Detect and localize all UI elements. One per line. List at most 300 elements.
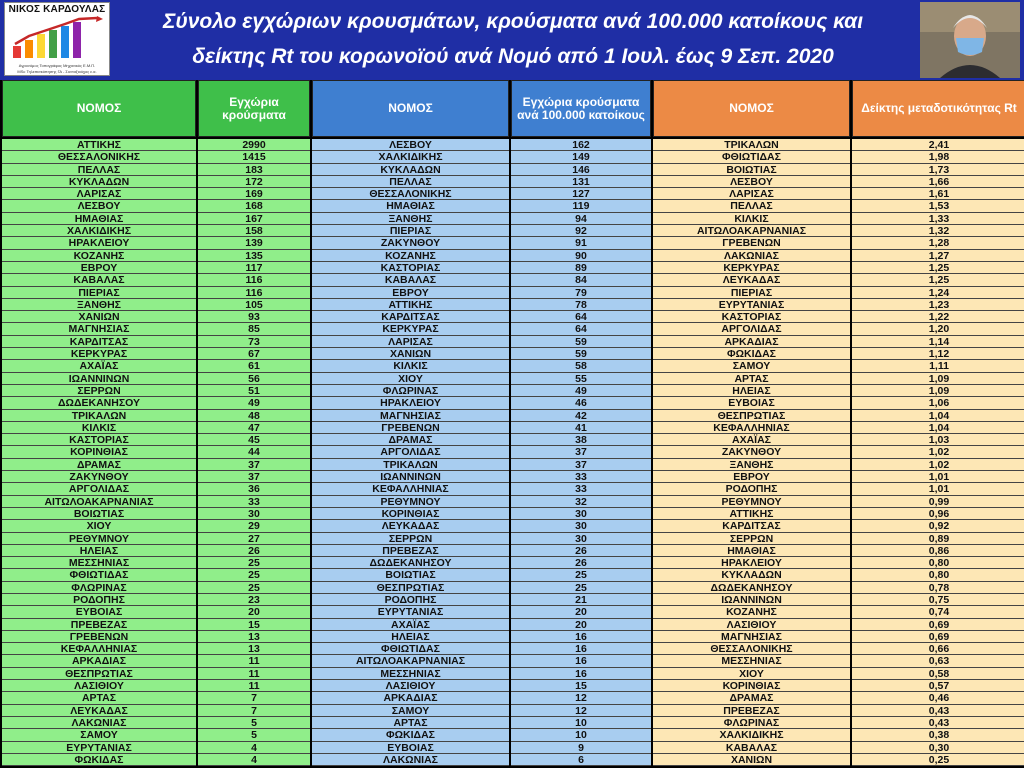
prefecture-cell: ΘΕΣΣΑΛΟΝΙΚΗΣ xyxy=(2,151,196,163)
value-cell: 0,43 xyxy=(852,705,1024,717)
prefecture-cell: ΑΧΑΪΑΣ xyxy=(2,360,196,372)
value-cell: 37 xyxy=(511,459,651,471)
value-cell: 85 xyxy=(198,323,310,335)
prefecture-cell: ΚΑΒΑΛΑΣ xyxy=(2,274,196,286)
column-header: Εγχώρια κρούσματα xyxy=(198,80,310,137)
value-cell: 1,03 xyxy=(852,434,1024,446)
value-cell: 158 xyxy=(198,225,310,237)
prefecture-cell: ΛΑΚΩΝΙΑΣ xyxy=(2,717,196,729)
prefecture-cell: ΧΑΝΙΩΝ xyxy=(653,754,850,766)
prefecture-cell: ΤΡΙΚΑΛΩΝ xyxy=(2,410,196,422)
prefecture-cell: ΛΑΚΩΝΙΑΣ xyxy=(653,250,850,262)
prefecture-cell: ΚΙΛΚΙΣ xyxy=(312,360,509,372)
prefecture-cell: ΔΡΑΜΑΣ xyxy=(312,434,509,446)
prefecture-cell: ΙΩΑΝΝΙΝΩΝ xyxy=(312,471,509,483)
value-cell: 51 xyxy=(198,385,310,397)
prefecture-cell: ΣΑΜΟΥ xyxy=(653,360,850,372)
prefecture-cell: ΘΕΣΣΑΛΟΝΙΚΗΣ xyxy=(653,643,850,655)
author-photo xyxy=(920,2,1020,78)
prefecture-cell: ΗΛΕΙΑΣ xyxy=(312,631,509,643)
prefecture-cell: ΛΑΡΙΣΑΣ xyxy=(312,336,509,348)
rising-bars-logo-icon xyxy=(9,16,105,60)
prefecture-cell: ΣΕΡΡΩΝ xyxy=(312,533,509,545)
value-cell: 11 xyxy=(198,655,310,667)
prefecture-cell: ΛΑΡΙΣΑΣ xyxy=(653,188,850,200)
value-cell: 20 xyxy=(198,606,310,618)
prefecture-cell: ΔΩΔΕΚΑΝΗΣΟΥ xyxy=(2,397,196,409)
prefecture-cell: ΧΑΝΙΩΝ xyxy=(2,311,196,323)
value-cell: 23 xyxy=(198,594,310,606)
value-cell: 1,22 xyxy=(852,311,1024,323)
value-cell: 1,25 xyxy=(852,274,1024,286)
value-cell: 78 xyxy=(511,299,651,311)
value-cell: 183 xyxy=(198,164,310,176)
prefecture-cell: ΗΜΑΘΙΑΣ xyxy=(2,213,196,225)
value-cell: 61 xyxy=(198,360,310,372)
value-cell: 169 xyxy=(198,188,310,200)
value-cell: 116 xyxy=(198,274,310,286)
value-cell: 1,53 xyxy=(852,200,1024,212)
value-cell: 7 xyxy=(198,692,310,704)
value-cell: 146 xyxy=(511,164,651,176)
value-cell: 1,20 xyxy=(852,323,1024,335)
prefecture-cell: ΚΑΡΔΙΤΣΑΣ xyxy=(312,311,509,323)
prefecture-cell: ΦΛΩΡΙΝΑΣ xyxy=(2,582,196,594)
logo-subtitle-1: Αγρονόμος Τοπογράφος Μηχανικός Ε.Μ.Π. xyxy=(18,63,96,68)
prefecture-cell: ΧΑΛΚΙΔΙΚΗΣ xyxy=(312,151,509,163)
prefecture-cell: ΑΡΤΑΣ xyxy=(2,692,196,704)
value-cell: 0,92 xyxy=(852,520,1024,532)
value-cell: 12 xyxy=(511,705,651,717)
prefecture-cell: ΛΑΡΙΣΑΣ xyxy=(2,188,196,200)
value-cell: 2,41 xyxy=(852,139,1024,151)
prefecture-cell: ΡΕΘΥΜΝΟΥ xyxy=(312,496,509,508)
value-cell: 93 xyxy=(198,311,310,323)
prefecture-cell: ΠΕΛΛΑΣ xyxy=(653,200,850,212)
value-cell: 21 xyxy=(511,594,651,606)
prefecture-cell: ΦΘΙΩΤΙΔΑΣ xyxy=(653,151,850,163)
prefecture-cell: ΛΕΣΒΟΥ xyxy=(312,139,509,151)
value-cell: 1,02 xyxy=(852,459,1024,471)
prefecture-cell: ΜΑΓΝΗΣΙΑΣ xyxy=(312,410,509,422)
prefecture-cell: ΦΛΩΡΙΝΑΣ xyxy=(312,385,509,397)
prefecture-cell: ΠΙΕΡΙΑΣ xyxy=(653,287,850,299)
value-cell: 73 xyxy=(198,336,310,348)
value-cell: 25 xyxy=(511,582,651,594)
prefecture-cell: ΛΕΥΚΑΔΑΣ xyxy=(312,520,509,532)
prefecture-cell: ΠΙΕΡΙΑΣ xyxy=(312,225,509,237)
value-cell: 1,73 xyxy=(852,164,1024,176)
value-cell: 56 xyxy=(198,373,310,385)
value-cell: 38 xyxy=(511,434,651,446)
prefecture-cell: ΛΑΣΙΘΙΟΥ xyxy=(2,680,196,692)
value-cell: 20 xyxy=(511,606,651,618)
value-cell: 4 xyxy=(198,754,310,766)
prefecture-cell: ΦΩΚΙΔΑΣ xyxy=(2,754,196,766)
prefecture-cell: ΔΩΔΕΚΑΝΗΣΟΥ xyxy=(653,582,850,594)
value-cell: 42 xyxy=(511,410,651,422)
prefecture-cell: ΞΑΝΘΗΣ xyxy=(653,459,850,471)
value-cell: 0,69 xyxy=(852,631,1024,643)
value-cell: 1,33 xyxy=(852,213,1024,225)
prefecture-cell: ΗΡΑΚΛΕΙΟΥ xyxy=(312,397,509,409)
value-cell: 90 xyxy=(511,250,651,262)
prefecture-cell: ΡΟΔΟΠΗΣ xyxy=(312,594,509,606)
prefecture-cell: ΑΡΚΑΔΙΑΣ xyxy=(2,655,196,667)
prefecture-cell: ΒΟΙΩΤΙΑΣ xyxy=(2,508,196,520)
value-cell: 12 xyxy=(511,692,651,704)
column-header: Δείκτης μεταδοτικότητας Rt xyxy=(852,80,1024,137)
prefecture-cell: ΞΑΝΘΗΣ xyxy=(312,213,509,225)
prefecture-cell: ΜΕΣΣΗΝΙΑΣ xyxy=(2,557,196,569)
header-banner xyxy=(0,0,1024,80)
prefecture-cell: ΚΙΛΚΙΣ xyxy=(653,213,850,225)
value-cell: 32 xyxy=(511,496,651,508)
prefecture-cell: ΜΕΣΣΗΝΙΑΣ xyxy=(653,655,850,667)
prefecture-cell: ΑΡΤΑΣ xyxy=(312,717,509,729)
value-cell: 119 xyxy=(511,200,651,212)
prefecture-cell: ΧΑΝΙΩΝ xyxy=(312,348,509,360)
prefecture-cell: ΚΙΛΚΙΣ xyxy=(2,422,196,434)
prefecture-cell: ΕΒΡΟΥ xyxy=(312,287,509,299)
prefecture-cell: ΑΤΤΙΚΗΣ xyxy=(653,508,850,520)
prefecture-cell: ΕΥΡΥΤΑΝΙΑΣ xyxy=(312,606,509,618)
prefecture-cell: ΚΑΡΔΙΤΣΑΣ xyxy=(653,520,850,532)
prefecture-cell: ΚΕΦΑΛΛΗΝΙΑΣ xyxy=(312,483,509,495)
prefecture-cell: ΘΕΣΠΡΩΤΙΑΣ xyxy=(312,582,509,594)
prefecture-cell: ΑΙΤΩΛΟΑΚΑΡΝΑΝΙΑΣ xyxy=(312,655,509,667)
prefecture-cell: ΛΑΣΙΘΙΟΥ xyxy=(312,680,509,692)
value-cell: 67 xyxy=(198,348,310,360)
value-cell: 1,61 xyxy=(852,188,1024,200)
prefecture-cell: ΗΛΕΙΑΣ xyxy=(653,385,850,397)
prefecture-cell: ΦΘΙΩΤΙΔΑΣ xyxy=(312,643,509,655)
prefecture-cell: ΚΑΡΔΙΤΣΑΣ xyxy=(2,336,196,348)
value-cell: 37 xyxy=(511,446,651,458)
value-cell: 0,86 xyxy=(852,545,1024,557)
title-line-1: Σύνολο εγχώριων κρουσμάτων, κρούσματα ανά 100.000 κατοίκους και xyxy=(162,10,864,33)
value-cell: 127 xyxy=(511,188,651,200)
value-cell: 26 xyxy=(198,545,310,557)
prefecture-cell: ΑΡΚΑΔΙΑΣ xyxy=(653,336,850,348)
prefecture-cell: ΜΑΓΝΗΣΙΑΣ xyxy=(2,323,196,335)
value-cell: 49 xyxy=(198,397,310,409)
value-cell: 0,99 xyxy=(852,496,1024,508)
value-cell: 92 xyxy=(511,225,651,237)
prefecture-cell: ΗΛΕΙΑΣ xyxy=(2,545,196,557)
value-cell: 15 xyxy=(511,680,651,692)
value-cell: 0,80 xyxy=(852,569,1024,581)
prefecture-cell: ΙΩΑΝΝΙΝΩΝ xyxy=(653,594,850,606)
prefecture-cell: ΑΧΑΪΑΣ xyxy=(653,434,850,446)
value-cell: 1,27 xyxy=(852,250,1024,262)
value-cell: 1,28 xyxy=(852,237,1024,249)
value-cell: 135 xyxy=(198,250,310,262)
value-cell: 55 xyxy=(511,373,651,385)
prefecture-cell: ΦΛΩΡΙΝΑΣ xyxy=(653,717,850,729)
column-cases xyxy=(198,80,310,768)
prefecture-cell: ΚΑΒΑΛΑΣ xyxy=(312,274,509,286)
author-logo xyxy=(4,2,110,76)
value-cell: 29 xyxy=(198,520,310,532)
prefecture-cell: ΠΡΕΒΕΖΑΣ xyxy=(653,705,850,717)
value-cell: 1,01 xyxy=(852,483,1024,495)
prefecture-cell: ΓΡΕΒΕΝΩΝ xyxy=(653,237,850,249)
value-cell: 64 xyxy=(511,311,651,323)
value-cell: 59 xyxy=(511,336,651,348)
prefecture-cell: ΚΥΚΛΑΔΩΝ xyxy=(312,164,509,176)
value-cell: 20 xyxy=(511,619,651,631)
prefecture-cell: ΠΙΕΡΙΑΣ xyxy=(2,287,196,299)
value-cell: 0,43 xyxy=(852,717,1024,729)
prefecture-cell: ΚΑΣΤΟΡΙΑΣ xyxy=(653,311,850,323)
prefecture-cell: ΧΑΛΚΙΔΙΚΗΣ xyxy=(2,225,196,237)
value-cell: 1,04 xyxy=(852,410,1024,422)
prefecture-cell: ΗΡΑΚΛΕΙΟΥ xyxy=(653,557,850,569)
prefecture-cell: ΗΜΑΘΙΑΣ xyxy=(653,545,850,557)
value-cell: 13 xyxy=(198,643,310,655)
value-cell: 94 xyxy=(511,213,651,225)
column-header: ΝΟΜΟΣ xyxy=(312,80,509,137)
prefecture-cell: ΧΙΟΥ xyxy=(653,668,850,680)
prefecture-cell: ΤΡΙΚΑΛΩΝ xyxy=(312,459,509,471)
prefecture-cell: ΛΕΣΒΟΥ xyxy=(653,176,850,188)
prefecture-cell: ΕΥΒΟΙΑΣ xyxy=(653,397,850,409)
prefecture-cell: ΑΡΓΟΛΙΔΑΣ xyxy=(653,323,850,335)
prefecture-cell: ΚΟΡΙΝΘΙΑΣ xyxy=(653,680,850,692)
value-cell: 0,80 xyxy=(852,557,1024,569)
value-cell: 0,74 xyxy=(852,606,1024,618)
value-cell: 7 xyxy=(198,705,310,717)
prefecture-cell: ΑΡΤΑΣ xyxy=(653,373,850,385)
prefecture-cell: ΦΩΚΙΔΑΣ xyxy=(312,729,509,741)
value-cell: 30 xyxy=(198,508,310,520)
value-cell: 16 xyxy=(511,631,651,643)
prefecture-cell: ΣΑΜΟΥ xyxy=(2,729,196,741)
value-cell: 1,25 xyxy=(852,262,1024,274)
value-cell: 27 xyxy=(198,533,310,545)
value-cell: 33 xyxy=(198,496,310,508)
value-cell: 30 xyxy=(511,508,651,520)
prefecture-cell: ΣΕΡΡΩΝ xyxy=(653,533,850,545)
prefecture-cell: ΡΟΔΟΠΗΣ xyxy=(2,594,196,606)
prefecture-cell: ΚΕΡΚΥΡΑΣ xyxy=(2,348,196,360)
prefecture-cell: ΗΜΑΘΙΑΣ xyxy=(312,200,509,212)
value-cell: 5 xyxy=(198,717,310,729)
value-cell: 1,02 xyxy=(852,446,1024,458)
value-cell: 0,30 xyxy=(852,742,1024,754)
value-cell: 0,46 xyxy=(852,692,1024,704)
prefecture-cell: ΕΥΡΥΤΑΝΙΑΣ xyxy=(2,742,196,754)
value-cell: 1,14 xyxy=(852,336,1024,348)
value-cell: 16 xyxy=(511,643,651,655)
column-per-100k xyxy=(511,80,651,768)
value-cell: 2990 xyxy=(198,139,310,151)
prefecture-cell: ΑΤΤΙΚΗΣ xyxy=(2,139,196,151)
column-rt xyxy=(852,80,1024,768)
value-cell: 1,09 xyxy=(852,373,1024,385)
value-cell: 0,69 xyxy=(852,619,1024,631)
prefecture-cell: ΦΘΙΩΤΙΔΑΣ xyxy=(2,569,196,581)
prefecture-cell: ΛΑΚΩΝΙΑΣ xyxy=(312,754,509,766)
prefecture-cell: ΑΡΚΑΔΙΑΣ xyxy=(312,692,509,704)
value-cell: 172 xyxy=(198,176,310,188)
value-cell: 1,32 xyxy=(852,225,1024,237)
value-cell: 49 xyxy=(511,385,651,397)
value-cell: 1,98 xyxy=(852,151,1024,163)
value-cell: 1,04 xyxy=(852,422,1024,434)
column-prefecture-rt xyxy=(653,80,850,768)
column-prefecture-per-100k xyxy=(312,80,509,768)
value-cell: 1,66 xyxy=(852,176,1024,188)
value-cell: 64 xyxy=(511,323,651,335)
value-cell: 0,75 xyxy=(852,594,1024,606)
value-cell: 1415 xyxy=(198,151,310,163)
prefecture-cell: ΓΡΕΒΕΝΩΝ xyxy=(2,631,196,643)
value-cell: 47 xyxy=(198,422,310,434)
value-cell: 48 xyxy=(198,410,310,422)
value-cell: 16 xyxy=(511,668,651,680)
value-cell: 84 xyxy=(511,274,651,286)
value-cell: 1,09 xyxy=(852,385,1024,397)
prefecture-cell: ΚΕΦΑΛΛΗΝΙΑΣ xyxy=(653,422,850,434)
value-cell: 4 xyxy=(198,742,310,754)
value-cell: 5 xyxy=(198,729,310,741)
value-cell: 25 xyxy=(198,569,310,581)
value-cell: 0,63 xyxy=(852,655,1024,667)
prefecture-cell: ΗΡΑΚΛΕΙΟΥ xyxy=(2,237,196,249)
prefecture-cell: ΑΧΑΪΑΣ xyxy=(312,619,509,631)
prefecture-cell: ΠΡΕΒΕΖΑΣ xyxy=(312,545,509,557)
value-cell: 0,58 xyxy=(852,668,1024,680)
prefecture-cell: ΖΑΚΥΝΘΟΥ xyxy=(312,237,509,249)
value-cell: 0,25 xyxy=(852,754,1024,766)
prefecture-cell: ΜΑΓΝΗΣΙΑΣ xyxy=(653,631,850,643)
logo-name: ΝΙΚΟΣ ΚΑΡΔΟΥΛΑΣ xyxy=(8,4,106,15)
prefecture-cell: ΡΕΘΥΜΝΟΥ xyxy=(2,533,196,545)
value-cell: 13 xyxy=(198,631,310,643)
value-cell: 139 xyxy=(198,237,310,249)
prefecture-cell: ΓΡΕΒΕΝΩΝ xyxy=(312,422,509,434)
prefecture-cell: ΠΕΛΛΑΣ xyxy=(2,164,196,176)
value-cell: 59 xyxy=(511,348,651,360)
value-cell: 16 xyxy=(511,655,651,667)
prefecture-cell: ΒΟΙΩΤΙΑΣ xyxy=(653,164,850,176)
prefecture-cell: ΠΡΕΒΕΖΑΣ xyxy=(2,619,196,631)
value-cell: 116 xyxy=(198,287,310,299)
prefecture-cell: ΔΩΔΕΚΑΝΗΣΟΥ xyxy=(312,557,509,569)
prefecture-cell: ΚΑΣΤΟΡΙΑΣ xyxy=(312,262,509,274)
value-cell: 0,96 xyxy=(852,508,1024,520)
page-title xyxy=(116,4,910,74)
value-cell: 26 xyxy=(511,557,651,569)
prefecture-cell: ΣΕΡΡΩΝ xyxy=(2,385,196,397)
prefecture-cell: ΡΕΘΥΜΝΟΥ xyxy=(653,496,850,508)
prefecture-cell: ΔΡΑΜΑΣ xyxy=(2,459,196,471)
value-cell: 15 xyxy=(198,619,310,631)
value-cell: 37 xyxy=(198,459,310,471)
value-cell: 25 xyxy=(511,569,651,581)
prefecture-cell: ΚΥΚΛΑΔΩΝ xyxy=(653,569,850,581)
prefecture-cell: ΣΑΜΟΥ xyxy=(312,705,509,717)
value-cell: 25 xyxy=(198,582,310,594)
value-cell: 33 xyxy=(511,483,651,495)
prefecture-cell: ΔΡΑΜΑΣ xyxy=(653,692,850,704)
prefecture-cell: ΧΑΛΚΙΔΙΚΗΣ xyxy=(653,729,850,741)
data-table xyxy=(0,80,1024,768)
value-cell: 30 xyxy=(511,520,651,532)
value-cell: 117 xyxy=(198,262,310,274)
value-cell: 11 xyxy=(198,668,310,680)
prefecture-cell: ΧΙΟΥ xyxy=(2,520,196,532)
value-cell: 1,24 xyxy=(852,287,1024,299)
prefecture-cell: ΑΡΓΟΛΙΔΑΣ xyxy=(312,446,509,458)
prefecture-cell: ΛΕΥΚΑΔΑΣ xyxy=(2,705,196,717)
prefecture-cell: ΛΕΣΒΟΥ xyxy=(2,200,196,212)
prefecture-cell: ΑΤΤΙΚΗΣ xyxy=(312,299,509,311)
value-cell: 149 xyxy=(511,151,651,163)
prefecture-cell: ΚΟΖΑΝΗΣ xyxy=(653,606,850,618)
prefecture-cell: ΦΩΚΙΔΑΣ xyxy=(653,348,850,360)
value-cell: 58 xyxy=(511,360,651,372)
title-line-2: δείκτης Rt του κορωνοϊού ανά Νομό από 1 Ιουλ. έως 9 Σεπ. 2020 xyxy=(192,45,834,68)
prefecture-cell: ΒΟΙΩΤΙΑΣ xyxy=(312,569,509,581)
prefecture-cell: ΙΩΑΝΝΙΝΩΝ xyxy=(2,373,196,385)
prefecture-cell: ΡΟΔΟΠΗΣ xyxy=(653,483,850,495)
prefecture-cell: ΘΕΣΠΡΩΤΙΑΣ xyxy=(2,668,196,680)
prefecture-cell: ΚΟΡΙΝΘΙΑΣ xyxy=(312,508,509,520)
value-cell: 30 xyxy=(511,533,651,545)
value-cell: 89 xyxy=(511,262,651,274)
prefecture-cell: ΠΕΛΛΑΣ xyxy=(312,176,509,188)
prefecture-cell: ΚΑΣΤΟΡΙΑΣ xyxy=(2,434,196,446)
prefecture-cell: ΚΕΡΚΥΡΑΣ xyxy=(653,262,850,274)
prefecture-cell: ΛΑΣΙΘΙΟΥ xyxy=(653,619,850,631)
value-cell: 37 xyxy=(198,471,310,483)
value-cell: 0,89 xyxy=(852,533,1024,545)
value-cell: 11 xyxy=(198,680,310,692)
prefecture-cell: ΖΑΚΥΝΘΟΥ xyxy=(653,446,850,458)
value-cell: 44 xyxy=(198,446,310,458)
prefecture-cell: ΑΙΤΩΛΟΑΚΑΡΝΑΝΙΑΣ xyxy=(653,225,850,237)
value-cell: 33 xyxy=(511,471,651,483)
prefecture-cell: ΚΥΚΛΑΔΩΝ xyxy=(2,176,196,188)
value-cell: 6 xyxy=(511,754,651,766)
value-cell: 26 xyxy=(511,545,651,557)
prefecture-cell: ΕΥΒΟΙΑΣ xyxy=(2,606,196,618)
value-cell: 10 xyxy=(511,717,651,729)
value-cell: 1,23 xyxy=(852,299,1024,311)
value-cell: 0,78 xyxy=(852,582,1024,594)
value-cell: 167 xyxy=(198,213,310,225)
value-cell: 0,57 xyxy=(852,680,1024,692)
value-cell: 131 xyxy=(511,176,651,188)
value-cell: 168 xyxy=(198,200,310,212)
prefecture-cell: ΚΟΖΑΝΗΣ xyxy=(312,250,509,262)
column-header: ΝΟΜΟΣ xyxy=(653,80,850,137)
value-cell: 10 xyxy=(511,729,651,741)
prefecture-cell: ΚΟΖΑΝΗΣ xyxy=(2,250,196,262)
prefecture-cell: ΛΕΥΚΑΔΑΣ xyxy=(653,274,850,286)
prefecture-cell: ΤΡΙΚΑΛΩΝ xyxy=(653,139,850,151)
prefecture-cell: ΕΥΒΟΙΑΣ xyxy=(312,742,509,754)
prefecture-cell: ΜΕΣΣΗΝΙΑΣ xyxy=(312,668,509,680)
prefecture-cell: ΧΙΟΥ xyxy=(312,373,509,385)
prefecture-cell: ΖΑΚΥΝΘΟΥ xyxy=(2,471,196,483)
value-cell: 1,06 xyxy=(852,397,1024,409)
column-header: ΝΟΜΟΣ xyxy=(2,80,196,137)
value-cell: 91 xyxy=(511,237,651,249)
